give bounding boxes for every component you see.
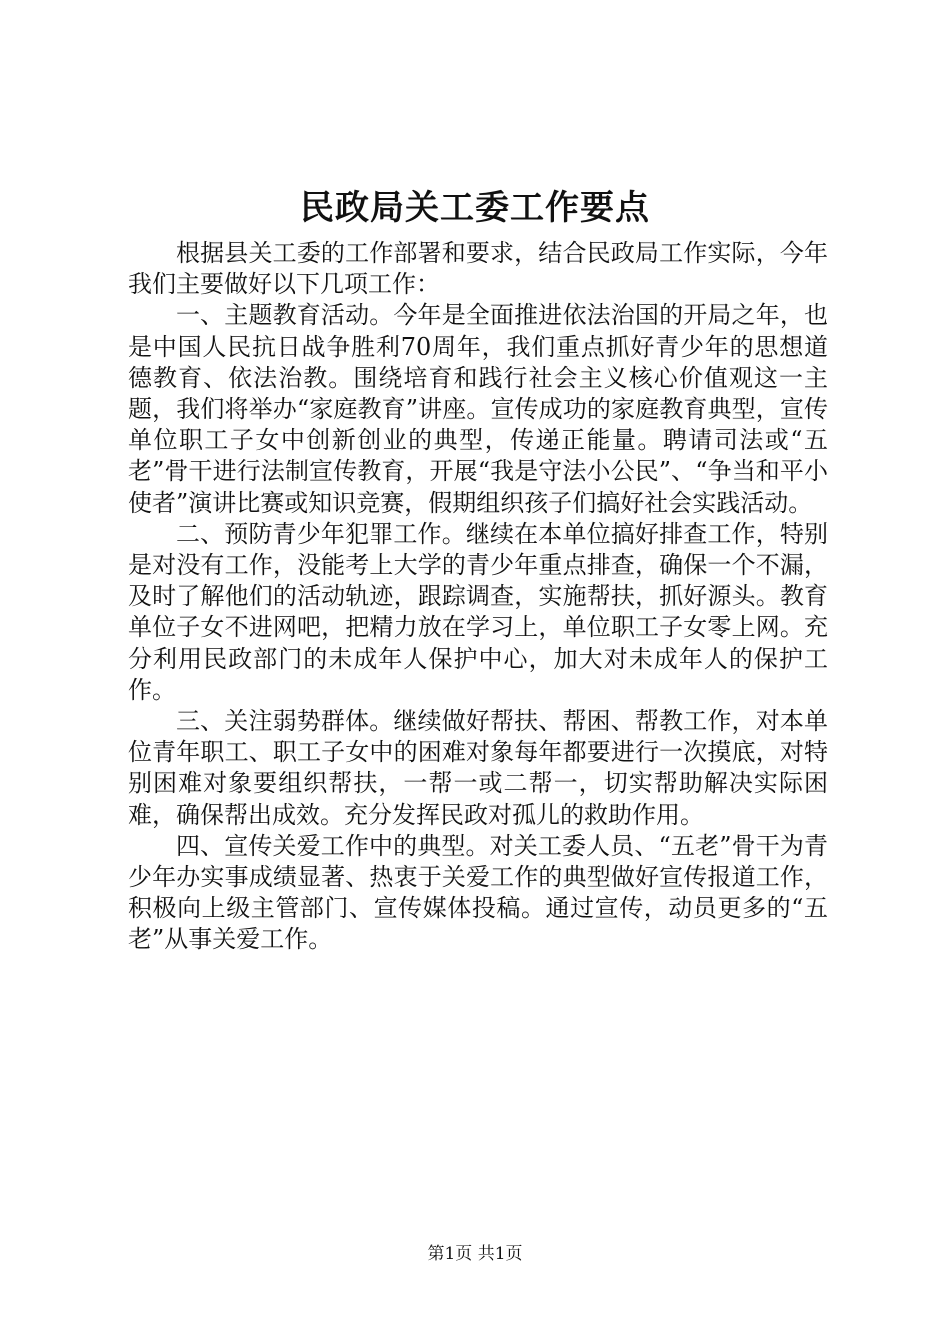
paragraph-section-4: 四、宣传关爱工作中的典型。对关工委人员、“五老”骨干为青少年办实事成绩显著、热衷于关爱工作的典型做好宣传报道工作，积极向上级主管部门、宣传媒体投稿。通过宣传，动员更多的“五老”从事关爱工作。 <box>128 831 828 954</box>
paragraph-section-3: 三、关注弱势群体。继续做好帮扶、帮困、帮教工作，对本单位青年职工、职工子女中的困难对象每年都要进行一次摸底，对特别困难对象要组织帮扶，一帮一或二帮一，切实帮助解决实际困难，确保帮出成效。充分发挥民政对孤儿的救助作用。 <box>128 707 828 829</box>
document-title: 民政局关工委工作要点 <box>300 188 650 228</box>
paragraph-intro: 根据县关工委的工作部署和要求，结合民政局工作实际，今年我们主要做好以下几项工作： <box>128 239 828 299</box>
document-body <box>128 238 828 956</box>
paragraph-section-1: 一、主题教育活动。今年是全面推进依法治国的开局之年，也是中国人民抗日战争胜利70周年，我们重点抓好青少年的思想道德教育、依法治教。围绕培育和践行社会主义核心价值观这一主题，我们将举办“家庭教育”讲座。宣传成功的家庭教育典型，宣传单位职工子女中创新创业的典型，传递正能量。聘请司法或“五老”骨干进行法制宣传教育，开展“我是守法小公民”、“争当和平小使者”演讲比赛或知识竞赛，假期组织孩子们搞好社会实践活动。 <box>128 301 828 517</box>
paragraph-section-2: 二、预防青少年犯罪工作。继续在本单位搞好排查工作，特别是对没有工作，没能考上大学的青少年重点排查，确保一个不漏，及时了解他们的活动轨迹，跟踪调查，实施帮扶，抓好源头。教育单位子女不进网吧，把精力放在学习上，单位职工子女零上网。充分利用民政部门的未成年人保护中心，加大对未成年人的保护工作。 <box>128 519 828 704</box>
page-footer: 第1页 共1页 <box>427 1244 523 1264</box>
